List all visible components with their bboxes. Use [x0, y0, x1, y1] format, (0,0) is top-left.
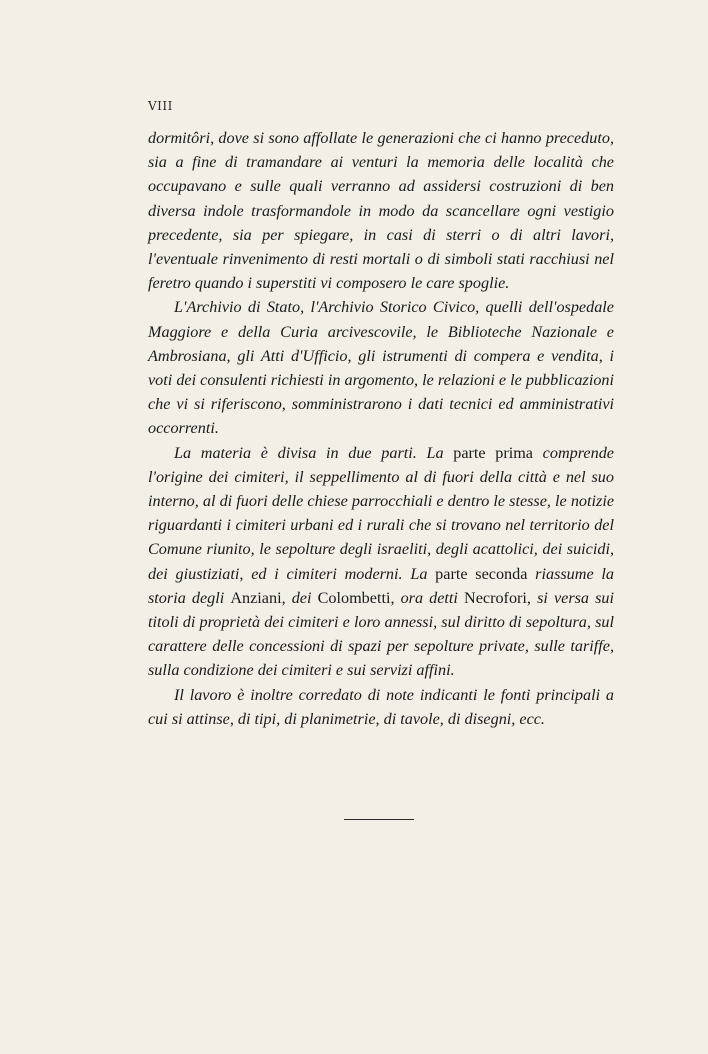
text-segment-roman: parte prima [453, 443, 533, 462]
text-segment: riassume la storia degli [148, 564, 614, 607]
text-segment-roman: parte seconda [435, 564, 528, 583]
paragraph-division [148, 441, 614, 683]
paragraph-sources [148, 295, 614, 440]
page-number: VIII [148, 99, 173, 113]
text-segment: ora detti [394, 588, 465, 607]
text-segment: dormitôri, dove si sono affollate le generazioni che ci hanno preceduto, sia a fine di tramandare ai venturi la memoria delle località che occupavano e sulle quali verranno ad assidersi costruzioni di ben diversa indole trasformandole in modo da scancellare ogni vestigio precedente, sia per spiegare, in casi di sterri o di altri lavori, l'eventuale rinvenimento di resti mortali o di simboli stati racchiusi nel feretro quando i superstiti vi composero le care spoglie. [148, 129, 614, 293]
text-segment: La materia è divisa in due parti. La [174, 443, 454, 462]
paragraph-notes [148, 683, 614, 731]
text-segment: dei [285, 588, 318, 607]
text-segment-roman: Anziani, [230, 588, 286, 607]
text-segment: Il lavoro è inoltre corredato di note indicanti le fonti principali a cui si attinse, di tipi, di planimetrie, di tavole, di disegni, ecc. [148, 685, 614, 728]
paragraph-continuation [148, 126, 614, 295]
text-segment: L'Archivio di Stato, l'Archivio Storico Civico, quelli dell'ospedale Maggiore e della Curia arcivescovile, le Biblioteche Nazionale e Ambrosiana, gli Atti d'Ufficio, gli istrumenti di compera e vendita, i voti dei consulenti richiesti in argomento, le relazioni e le pubblicazioni che vi si riferiscono, somministrarono i dati tecnici ed amministrativi occorrenti. [148, 298, 614, 438]
text-segment-roman: Necrofori, [464, 588, 531, 607]
text-segment-roman: Colombetti, [317, 588, 395, 607]
page-body-text [148, 126, 614, 731]
section-end-rule [344, 819, 414, 820]
text-segment: comprende l'origine dei cimiteri, il seppellimento al di fuori della città e nel suo interno, al di fuori delle chiese parrocchiali e dentro le stesse, le notizie riguardanti i cimiteri urbani ed i rurali che si trovano nel territorio del Comune riunito, le sepolture degli israeliti, degli acattolici, dei suicidi, dei giustiziati, ed i cimiteri moderni. La [148, 443, 614, 583]
text-segment: si versa sui titoli di proprietà dei cimiteri e loro annessi, sul diritto di sepoltura, sul carattere delle concessioni di spazi per sepolture private, sulle tariffe, sulla condizione dei cimiteri e sui servizi affini. [148, 588, 615, 680]
